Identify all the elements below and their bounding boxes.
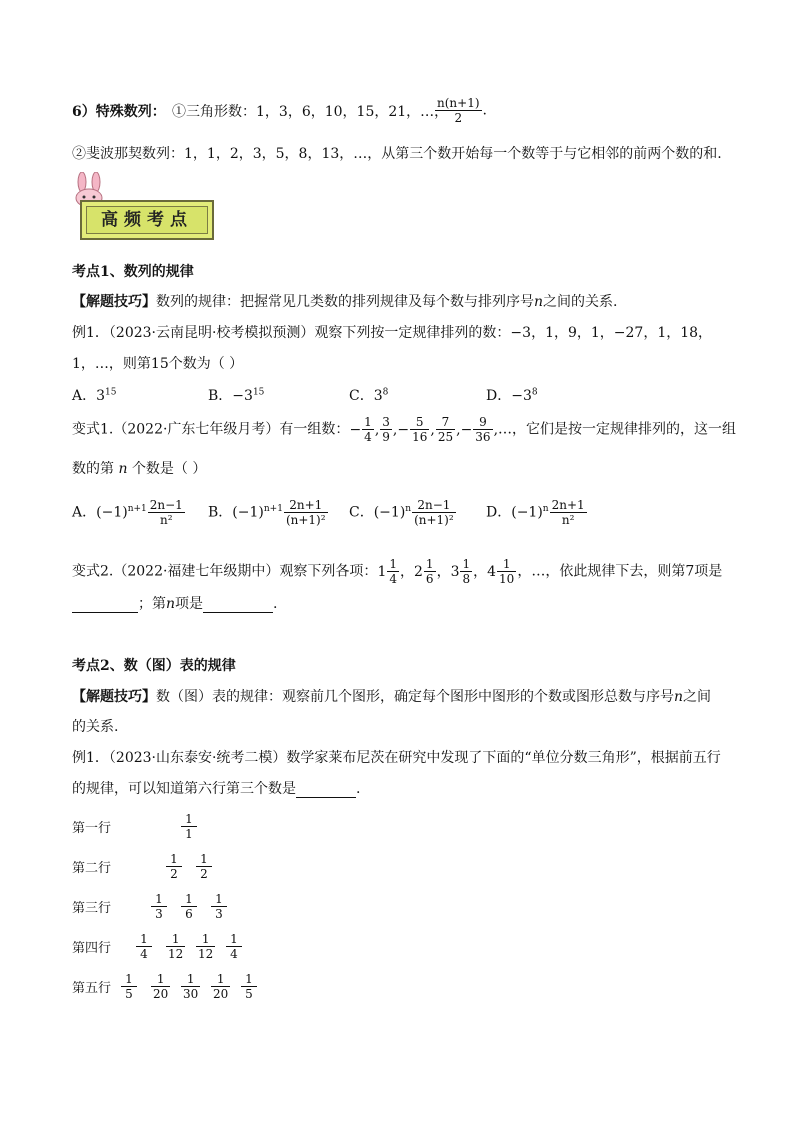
fibonacci-text: ②斐波那契数列：1，1，2，3，5，8，13，…，从第三个数开始每一个数等于与它相邻的前两个数的和. bbox=[72, 146, 722, 162]
comma: ， bbox=[436, 563, 451, 580]
fraction-denominator: 12 bbox=[198, 947, 214, 961]
triangle-cell bbox=[225, 932, 243, 961]
fraction-numerator: 1 bbox=[389, 557, 397, 571]
point2-ex1-line1: 例1．（2023·山东泰安·统考二模）数学家莱布尼茨在研究中发现了下面的“单位分数三角形”，根据前五行 bbox=[72, 750, 721, 766]
option-power: (−1) bbox=[511, 504, 543, 521]
point2-tip-text-a: 数（图）表的规律：观察前几个图形，确定每个图形中图形的个数或图形总数与序号 bbox=[156, 689, 674, 705]
triangle-cell bbox=[165, 852, 183, 881]
fraction bbox=[211, 892, 227, 921]
fraction-numerator: 1 bbox=[181, 972, 200, 987]
var1-fractions bbox=[349, 415, 499, 444]
fraction-denominator: 6 bbox=[425, 572, 434, 586]
fraction-denominator: 20 bbox=[153, 987, 169, 1001]
mixed-whole: 4 bbox=[487, 563, 497, 580]
option-exponent: 15 bbox=[252, 387, 265, 398]
comma: , bbox=[493, 421, 499, 438]
fraction-numerator: 1 bbox=[151, 892, 167, 907]
ex1-line2-text: 的规律，可以知道第六行第三个数是 bbox=[72, 781, 296, 797]
fraction-numerator: 1 bbox=[364, 415, 372, 429]
triangle-row-label: 第三行 bbox=[72, 901, 112, 916]
fraction-numerator: 1 bbox=[241, 972, 257, 987]
fraction bbox=[121, 972, 137, 1001]
fraction-denominator: n² bbox=[561, 513, 575, 527]
option-exponent: 8 bbox=[531, 387, 538, 398]
fraction bbox=[151, 972, 170, 1001]
var1-prefix: 变式1.（2022·广东七年级月考）有一组数： bbox=[72, 421, 350, 438]
fraction-numerator: 7 bbox=[436, 415, 455, 430]
point1-tip-var: n bbox=[534, 294, 544, 310]
point2-tip bbox=[72, 686, 711, 706]
fraction-numerator: 1 bbox=[166, 852, 182, 867]
fraction-denominator: 4 bbox=[140, 947, 148, 961]
fraction bbox=[136, 932, 152, 961]
triangle-cell bbox=[180, 812, 198, 841]
option-exponent: n bbox=[405, 503, 412, 514]
fraction-denominator: 16 bbox=[412, 430, 428, 444]
triangle-formula-numerator: n(n+1) bbox=[437, 96, 480, 110]
fraction bbox=[181, 972, 200, 1001]
triangle-cell bbox=[195, 932, 216, 961]
mixed-whole: 1 bbox=[377, 563, 387, 580]
fraction-denominator: 9 bbox=[382, 430, 390, 444]
option-label: B． bbox=[208, 504, 233, 521]
triangle-cell bbox=[195, 852, 213, 881]
var1-line2-var: n bbox=[118, 461, 128, 477]
point1-var2-line2 bbox=[72, 593, 277, 613]
fraction bbox=[148, 498, 185, 527]
comma: , bbox=[456, 421, 461, 438]
point2-tip-var: n bbox=[674, 689, 684, 705]
var1-suffix: …，它们是按一定规律排列的，这一组 bbox=[498, 421, 737, 438]
comma: , bbox=[392, 421, 398, 438]
answer-blank[interactable] bbox=[72, 596, 138, 613]
option-exponent: 8 bbox=[382, 387, 389, 398]
point1-var1-line1 bbox=[72, 415, 736, 444]
triangle-cell bbox=[180, 972, 201, 1001]
answer-blank[interactable] bbox=[296, 781, 356, 798]
fraction bbox=[196, 852, 212, 881]
triangle-row-label: 第五行 bbox=[72, 981, 112, 996]
option-base: 3 bbox=[96, 388, 106, 404]
mixed-whole: 2 bbox=[414, 563, 423, 580]
fraction bbox=[550, 498, 587, 527]
option-a bbox=[72, 498, 186, 527]
fraction-denominator: 5 bbox=[125, 987, 133, 1001]
option-power: (−1) bbox=[96, 504, 128, 521]
option-exponent: n+1 bbox=[127, 503, 147, 514]
fraction bbox=[226, 932, 242, 961]
sign: − bbox=[397, 421, 410, 438]
var2-suffix: ，…，依此规律下去，则第7项是 bbox=[517, 563, 723, 580]
triangle-formula bbox=[434, 96, 487, 125]
var2-line2-a: ；第 bbox=[138, 596, 166, 612]
var2-prefix: 变式2.（2022·福建七年级期中）观察下列各项： bbox=[72, 563, 378, 580]
option-b bbox=[208, 385, 264, 405]
fraction-numerator: 1 bbox=[425, 557, 434, 571]
comma: ， bbox=[400, 563, 414, 580]
fraction-numerator: 1 bbox=[136, 932, 152, 947]
fraction-numerator: 1 bbox=[151, 972, 170, 987]
point2-tip-line2: 的关系. bbox=[72, 719, 119, 735]
fraction-denominator: n² bbox=[160, 513, 173, 527]
point2-tip-text-b: 之间 bbox=[683, 689, 712, 705]
fraction-denominator: (n+1)² bbox=[414, 513, 454, 527]
option-power: (−1) bbox=[373, 504, 406, 521]
triangle-cell bbox=[150, 972, 171, 1001]
fraction-denominator: (n+1)² bbox=[285, 513, 326, 527]
fraction-denominator: 36 bbox=[475, 430, 491, 444]
var2-line2-b: 项是 bbox=[175, 596, 204, 612]
point1-tip bbox=[72, 291, 617, 311]
fraction-denominator: 5 bbox=[245, 987, 253, 1001]
point2-ex1-line2 bbox=[72, 778, 360, 798]
mixed-whole: 3 bbox=[450, 563, 460, 580]
option-c bbox=[349, 385, 388, 405]
fraction-numerator: 1 bbox=[211, 972, 230, 987]
sign: − bbox=[460, 421, 473, 438]
fraction bbox=[181, 892, 197, 921]
fraction bbox=[166, 932, 185, 961]
triangle-cell bbox=[135, 932, 153, 961]
fraction-denominator: 2 bbox=[170, 867, 178, 881]
fraction bbox=[380, 415, 392, 444]
option-base: 3 bbox=[373, 388, 383, 404]
triangle-end: . bbox=[482, 102, 487, 119]
fraction bbox=[181, 812, 197, 841]
high-frequency-banner bbox=[80, 200, 214, 240]
fraction-denominator: 25 bbox=[437, 430, 454, 444]
option-label: A． bbox=[72, 388, 97, 404]
comma: , bbox=[430, 421, 435, 438]
option-base: −3 bbox=[232, 388, 253, 404]
fraction-numerator: 1 bbox=[181, 812, 197, 827]
fraction bbox=[424, 557, 436, 586]
triangle-formula-denominator: 2 bbox=[454, 111, 463, 125]
banner-title: 高频考点 bbox=[86, 206, 208, 234]
option-label: D． bbox=[486, 504, 512, 521]
fraction bbox=[412, 498, 456, 527]
ex1-line2-end: . bbox=[356, 781, 361, 797]
fraction-numerator: 9 bbox=[473, 415, 492, 430]
triangle-row-label: 第一行 bbox=[72, 821, 112, 836]
option-label: A． bbox=[72, 504, 97, 521]
option-exponent: n+1 bbox=[263, 503, 283, 514]
triangle-cell bbox=[180, 892, 198, 921]
option-label: B． bbox=[208, 388, 233, 404]
option-base: −3 bbox=[511, 388, 532, 404]
fraction-numerator: 1 bbox=[462, 557, 471, 571]
fraction bbox=[241, 972, 257, 1001]
option-d bbox=[486, 385, 538, 405]
point1-ex1-line2: 1，…，则第15个数为（ ） bbox=[72, 356, 244, 372]
option-exponent: n bbox=[542, 503, 549, 514]
fraction-denominator: 3 bbox=[155, 907, 163, 921]
var2-line2-var: n bbox=[166, 596, 176, 612]
var2-terms bbox=[377, 557, 517, 586]
option-label: C． bbox=[349, 504, 374, 521]
comma: ， bbox=[473, 563, 488, 580]
fraction-numerator: 1 bbox=[166, 932, 185, 947]
fraction-numerator: 1 bbox=[121, 972, 137, 987]
option-power: (−1) bbox=[232, 504, 264, 521]
fraction-denominator: 12 bbox=[168, 947, 184, 961]
fraction bbox=[497, 557, 516, 586]
fraction bbox=[460, 557, 472, 586]
fraction-denominator: 30 bbox=[183, 987, 199, 1001]
option-label: D． bbox=[486, 388, 512, 404]
option-label: C． bbox=[349, 388, 374, 404]
triangle-numbers-text: ①三角形数：1，3，6，10，15，21，…， bbox=[172, 104, 449, 120]
sign: − bbox=[349, 421, 362, 438]
fraction-denominator: 8 bbox=[462, 572, 471, 586]
triangle-row-label: 第二行 bbox=[72, 861, 112, 876]
fraction bbox=[473, 415, 492, 444]
triangle-cell bbox=[150, 892, 168, 921]
triangle-cell bbox=[240, 972, 258, 1001]
point1-tip-label: 【解题技巧】 bbox=[72, 294, 156, 310]
fraction-denominator: 20 bbox=[213, 987, 229, 1001]
fraction bbox=[151, 892, 167, 921]
fraction-numerator: 2n+1 bbox=[551, 498, 585, 512]
fraction-denominator: 6 bbox=[185, 907, 193, 921]
option-b bbox=[208, 498, 329, 527]
fraction-numerator: 1 bbox=[211, 892, 227, 907]
fraction-denominator: 10 bbox=[499, 572, 515, 586]
fraction-denominator: 4 bbox=[364, 430, 372, 444]
triangle-cell bbox=[210, 892, 228, 921]
option-exponent: 15 bbox=[105, 387, 117, 398]
point1-var2-line1 bbox=[72, 557, 722, 586]
point2-title: 考点2、数（图）表的规律 bbox=[72, 658, 236, 674]
var1-line2-b: 个数是（ ） bbox=[131, 461, 207, 477]
triangle-cell bbox=[165, 932, 186, 961]
fraction-numerator: 2n−1 bbox=[149, 498, 183, 512]
point1-tip-text-b: 之间的关系. bbox=[543, 294, 618, 310]
point1-ex1-line1: 例1．（2023·云南昆明·校考模拟预测）观察下列按一定规律排列的数：−3，1，9，1，−27，1，18， bbox=[72, 325, 713, 341]
special-sequences-heading: 6）特殊数列： bbox=[72, 104, 166, 120]
fraction bbox=[387, 557, 399, 586]
option-d bbox=[486, 498, 588, 527]
fraction-numerator: 1 bbox=[196, 932, 215, 947]
point1-tip-text-a: 数列的规律：把握常见几类数的排列规律及每个数与排列序号 bbox=[156, 294, 534, 310]
triangle-cell bbox=[120, 972, 138, 1001]
fraction bbox=[196, 932, 215, 961]
fraction-denominator: 4 bbox=[389, 572, 397, 586]
fraction bbox=[211, 972, 230, 1001]
triangle-row-label: 第四行 bbox=[72, 941, 112, 956]
option-a bbox=[72, 385, 117, 405]
fraction-numerator: 1 bbox=[196, 852, 212, 867]
comma: , bbox=[374, 421, 380, 438]
option-c bbox=[349, 498, 457, 527]
point1-var1-line2 bbox=[72, 458, 206, 478]
var1-line2-a: 数的第 bbox=[72, 461, 114, 477]
fraction-numerator: 3 bbox=[382, 415, 390, 429]
fraction-numerator: 1 bbox=[181, 892, 197, 907]
point2-tip-label: 【解题技巧】 bbox=[72, 689, 156, 705]
fraction bbox=[436, 415, 455, 444]
point1-title: 考点1、数列的规律 bbox=[72, 264, 194, 280]
fraction-numerator: 1 bbox=[226, 932, 242, 947]
fraction bbox=[284, 498, 328, 527]
fraction-numerator: 2n+1 bbox=[284, 498, 328, 513]
fraction bbox=[166, 852, 182, 881]
fraction-numerator: 2n−1 bbox=[412, 498, 456, 513]
fraction bbox=[362, 415, 374, 444]
fraction-denominator: 3 bbox=[215, 907, 223, 921]
answer-blank[interactable] bbox=[203, 596, 273, 613]
fraction-numerator: 1 bbox=[497, 557, 516, 572]
fraction-denominator: 2 bbox=[200, 867, 208, 881]
fraction-numerator: 5 bbox=[410, 415, 429, 430]
fraction bbox=[410, 415, 429, 444]
fraction-denominator: 4 bbox=[230, 947, 238, 961]
var2-line2-end: . bbox=[273, 596, 278, 612]
fraction-denominator: 1 bbox=[185, 827, 193, 841]
triangle-cell bbox=[210, 972, 231, 1001]
